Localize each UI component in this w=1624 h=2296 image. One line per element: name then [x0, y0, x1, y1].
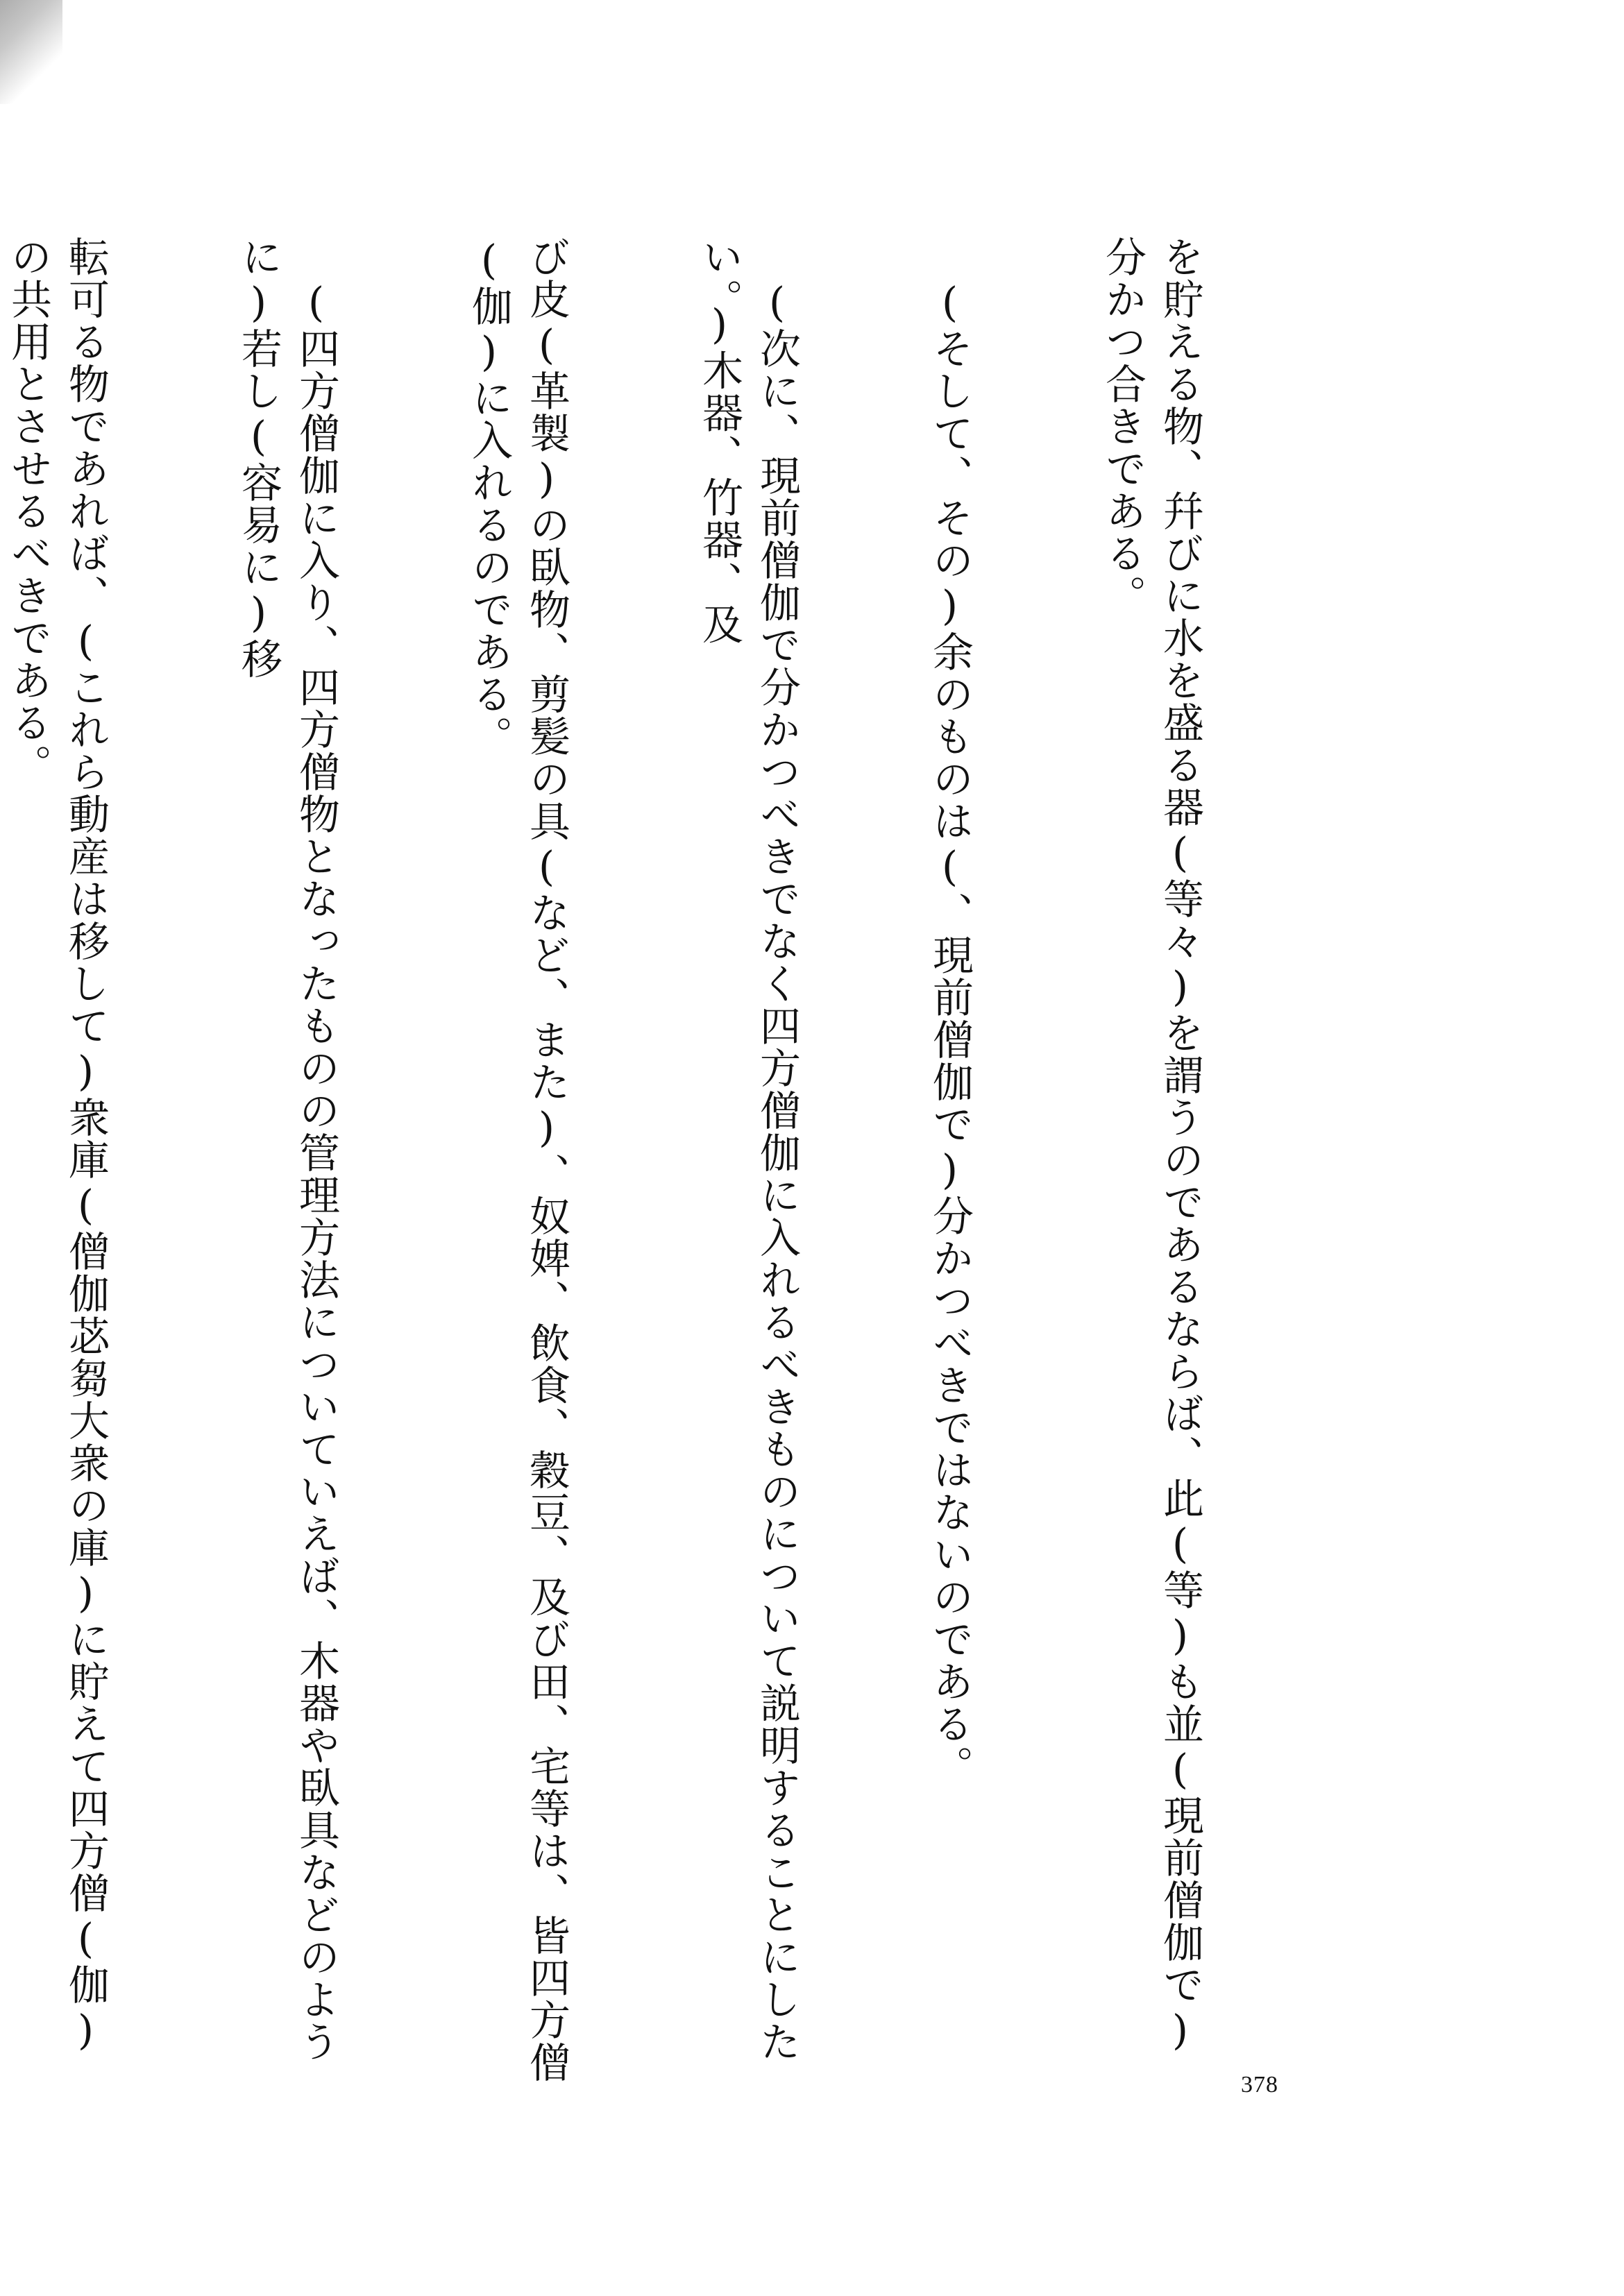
text-line — [460, 236, 575, 2095]
vertical-text-body — [4, 236, 1324, 2095]
text-line — [230, 236, 345, 2095]
text-line — [1094, 236, 1209, 2095]
text-line — [691, 236, 806, 2095]
line-text: を貯える物、幷びに水を盛る器(等々)を謂うのであるならば、此(等)も並(現前僧伽で)分かつ合きである。 — [1099, 236, 1204, 2055]
line-text: (そして、その)余のものは(、現前僧伽で)分かつべきではないのである。 — [926, 278, 974, 1787]
line-text: (四方僧伽に入り、四方僧物となったものの管理方法についていえば、木器や臥具などのように)若し(容易に)移 — [235, 236, 340, 2063]
text-line — [0, 236, 115, 2095]
line-text: 転可る物であれば、(これら動産は移して)衆庫(僧伽苾芻大衆の庫)に貯えて四方僧(伽)の共用とさせるべきである。 — [4, 236, 110, 2055]
scan-shadow — [0, 0, 62, 104]
line-text: (次に、現前僧伽で分かつべきでなく四方僧伽に入れるべきものについて説明することにしたい。)木器、竹器、及 — [695, 236, 801, 2063]
text-line — [921, 236, 979, 2095]
line-text: び皮(革製)の臥物、剪髪の具(など、また)、奴婢、飲食、穀豆、及び田、宅等は、皆四方僧(伽)に入れるのである。 — [465, 236, 570, 2084]
page-number: 378 — [1241, 2072, 1278, 2098]
